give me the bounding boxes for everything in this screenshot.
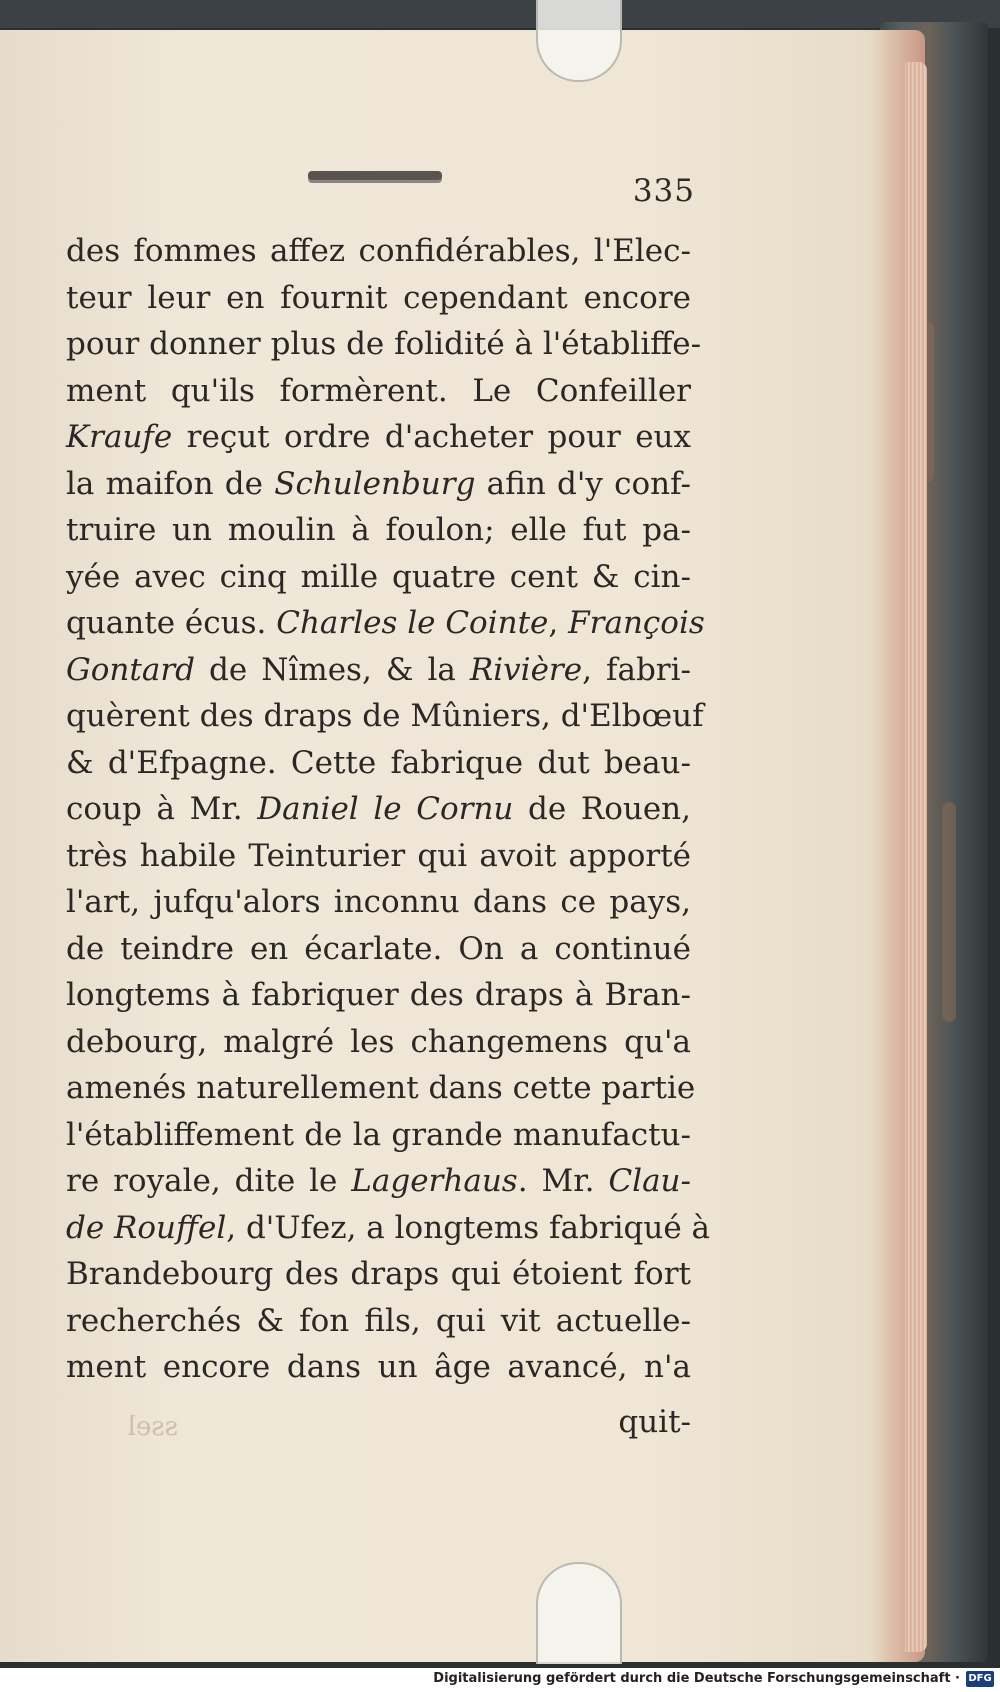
text-line: l'art, jufqu'alors inconnu dans ce pays, — [66, 884, 691, 920]
text-line: de teindre en écarlate. On a continué — [66, 930, 691, 967]
text-line: debourg, malgré les changemens qu'a — [66, 1023, 691, 1060]
text-line: Gontard de Nîmes, & la Rivière, fabri- — [66, 651, 692, 688]
text-line: très habile Teinturier qui avoit apporté — [66, 837, 691, 874]
text-line: longtems à fabriquer des draps à Bran- — [66, 977, 691, 1013]
dfg-logo: DFG — [966, 1671, 994, 1687]
text-line: quante écus. Charles le Cointe, François — [66, 605, 705, 641]
text-line: ment encore dans un âge avancé, n'a — [66, 1349, 691, 1385]
catchword: quit- — [618, 1403, 691, 1440]
text-line: l'établiffement de la grande manufactu- — [66, 1116, 691, 1153]
text-line: des fommes affez confidérables, l'Elec- — [66, 233, 691, 269]
text-line: yée avec cinq mille quatre cent & cin- — [66, 558, 691, 595]
bleed-through-text: ssel — [127, 1412, 178, 1442]
text-line: re royale, dite le Lagerhaus. Mr. Clau- — [66, 1163, 691, 1199]
text-line: truire un moulin à foulon; elle fut pa- — [66, 512, 691, 548]
text-line: de Rouffel, d'Ufez, a longtems fabriqué à — [66, 1209, 711, 1246]
text-line: & d'Efpagne. Cette fabrique dut beau- — [66, 744, 691, 781]
text-line: Brandebourg des draps qui étoient fort — [66, 1256, 691, 1292]
text-line: pour donner plus de folidité à l'établiffe- — [66, 326, 702, 362]
page-number: 335 — [632, 173, 695, 209]
footer-bar — [0, 1668, 1000, 1692]
page-edges — [905, 62, 927, 1652]
page-body-text — [66, 228, 711, 1445]
scanner-background — [0, 0, 1000, 28]
text-line: coup à Mr. Daniel le Cornu de Rouen, — [66, 791, 692, 827]
text-line: Kraufe reçut ordre d'acheter pour eux — [66, 419, 691, 455]
scanner-clip-bottom — [536, 1562, 622, 1664]
text-line: teur leur en fournit cependant encore — [66, 279, 691, 316]
text-line: quèrent des draps de Mûniers, d'Elbœuf — [66, 698, 704, 734]
text-line: ment qu'ils formèrent. Le Confeiller — [66, 372, 691, 409]
scanner-clip-top — [536, 0, 622, 82]
header-rule — [308, 171, 442, 180]
text-line: la maifon de Schulenburg afin d'y conf- — [66, 465, 691, 502]
cover-marbling — [942, 802, 956, 1022]
text-line: recherchés & fon fils, qui vit actuelle- — [66, 1302, 691, 1339]
text-line: amenés naturellement dans cette partie — [66, 1070, 696, 1106]
funding-credit: Digitalisierung gefördert durch die Deutsche Forschungsgemeinschaft · — [433, 1671, 960, 1686]
